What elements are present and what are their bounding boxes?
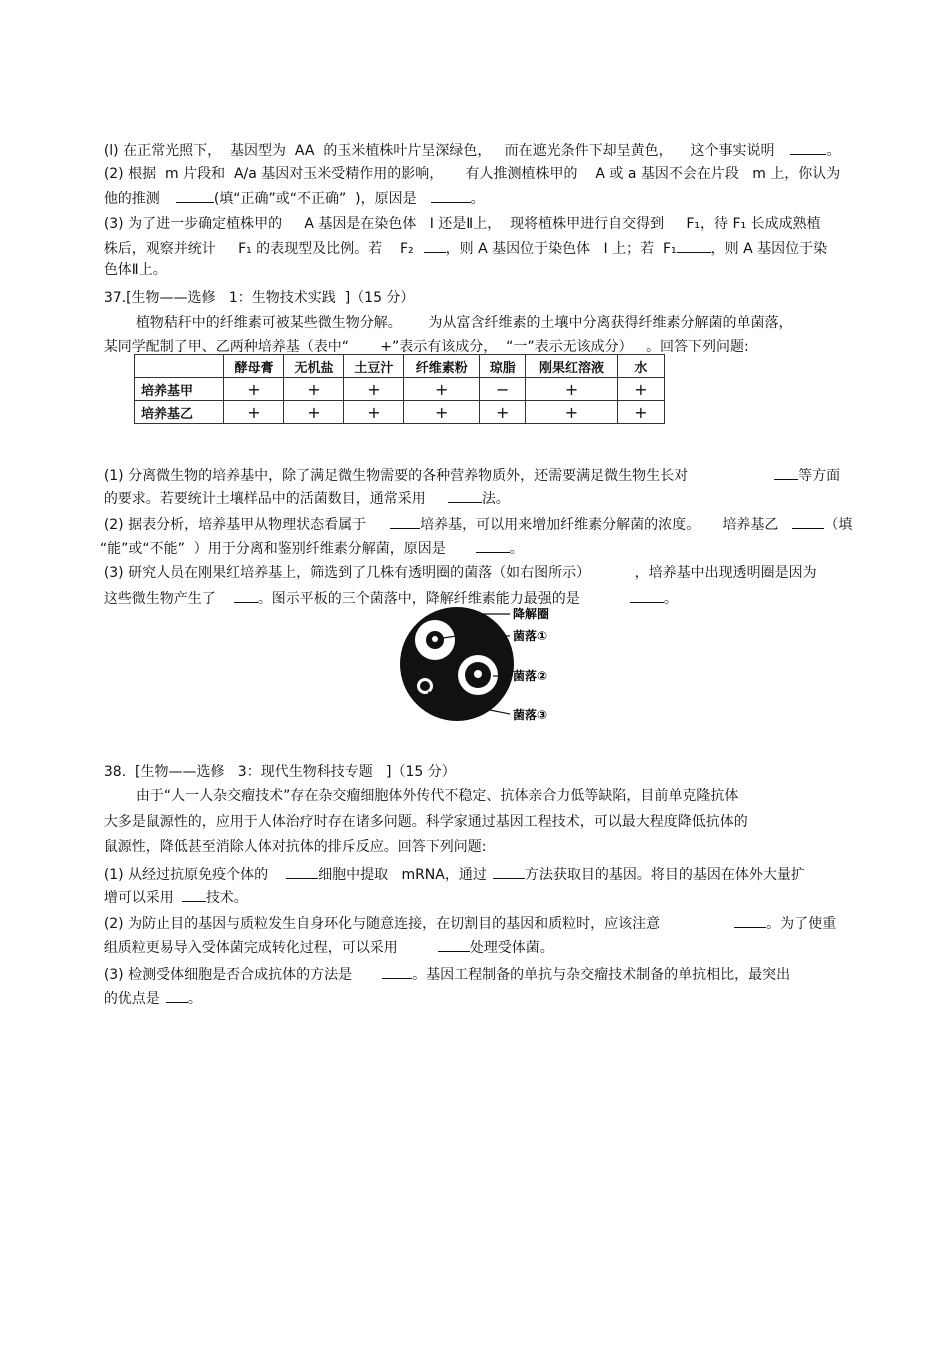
table-row: 培养基乙 + + + + + + + [135, 401, 665, 424]
q36-part3-line2: 株后，观察并统计 F₁ 的表现型及比例。若 F₂ ，则 A 基因位于染色体 Ⅰ 上；若 F₁ ，则 A 基因位于染 [86, 220, 827, 276]
q38-intro-line1: 由于“人一人杂交瘤技术”存在杂交瘤细胞体外传代不稳定、抗体亲合力低等缺陷，目前单克隆抗体 [135, 788, 739, 804]
label-colony-1: 菌落① [513, 629, 548, 643]
q36-part1: (l) 在正常光照下， 基因型为 AA 的玉米植株叶片呈深绿色， 而在遮光条件下却呈黄色， 这个事实说明 。 [86, 122, 840, 178]
colony-3 [420, 681, 430, 691]
q38-intro-line2: 大多是鼠源性的，应用于人体治疗时存在诸多问题。科学家通过基因工程技术，可以最大程度降低抗体的 [103, 814, 748, 830]
q36-part2-line2: 他的推测 (填“正确”或“不正确” )，原因是 。 [86, 170, 485, 226]
q37-part3-line2: 这些微生物产生了 。图示平板的三个菌落中，降解纤维素能力最强的是 。 [86, 570, 678, 626]
q38-part1-line1: (1) 从经过抗原免疫个体的 细胞中提取 mRNA，通过 方法获取目的基因。将目的基因在体外大量扩 [86, 846, 805, 902]
q38-part2-line2: 组质粒更易导入受体菌完成转化过程，可以采用 处理受体菌。 [86, 919, 554, 975]
answer-blank[interactable] [166, 988, 188, 1003]
q37-part2-line2: “能”或“不能” ）用于分离和鉴别纤维素分解菌，原因是 。 [82, 520, 524, 576]
q37-intro-line1: 植物秸秆中的纤维素可被某些微生物分解。 为从富含纤维素的土壤中分离获得纤维素分解菌的单菌落， [135, 315, 793, 331]
q38-part3-line1: (3) 检测受体细胞是否合成抗体的方法是 。基因工程制备的单抗与杂交瘤技术制备的单抗相比，最突出 [86, 946, 790, 1002]
answer-blank[interactable] [424, 238, 446, 253]
q36-part3-line1: (3) 为了进一步确定植株甲的 A 基因是在染色体 Ⅰ 还是Ⅱ上， 现将植株甲进行自交得到 F₁，待 F₁ 长成成熟植 [103, 216, 821, 232]
answer-blank[interactable] [382, 964, 412, 979]
answer-blank[interactable] [630, 588, 664, 603]
table-row: 培养基甲 + + + + − + + [135, 378, 665, 401]
q38-part3-line2: 的优点是 。 [86, 970, 202, 1026]
q37-part1-line2: 的要求。若要统计土壤样品中的活菌数目，通常采用 法。 [86, 470, 510, 526]
q37-header: 37.[生物——选修 1：生物技术实践 ]（15 分） [103, 290, 415, 306]
label-colony-2: 菌落② [513, 669, 548, 683]
table-header-row: 酵母膏 无机盐 土豆汁 纤维素粉 琼脂 刚果红溶液 水 [135, 355, 665, 378]
q36-part3-line3: 色体Ⅱ上。 [103, 262, 167, 278]
culture-plate [400, 607, 514, 721]
q36-part1-text: (l) 在正常光照下， 基因型为 AA 的玉米植株叶片呈深绿色， 而在遮光条件下却呈黄色， 这个事实说明 [103, 143, 775, 159]
q38-part2-line1: (2) 为防止目的基因与质粒发生自身环化与随意连接，在切割目的基因和质粒时，应该注意 。为了使重 [86, 895, 836, 951]
answer-blank[interactable] [774, 465, 798, 480]
label-clear-zone: 降解圈 [513, 607, 550, 621]
q38-intro-line3: 鼠源性，降低甚至消除人体对抗体的排斥反应。回答下列问题: [103, 839, 487, 855]
label-colony-3: 菌落③ [513, 708, 548, 722]
q37-part1-line1: (1) 分离微生物的培养基中，除了满足微生物需要的各种营养物质外，还需要满足微生物生长对 等方面 [86, 447, 840, 503]
answer-blank[interactable] [677, 238, 711, 253]
q36-part2-line1: (2) 根据 m 片段和 A/a 基因对玉米受精作用的影响， 有人推测植株甲的 A 或 a 基因不会在片段 m 上，你认为 [103, 166, 841, 182]
q38-part1-line2: 增可以采用 技术。 [86, 869, 248, 925]
q37-part2-line1: (2) 据表分析，培养基甲从物理状态看属于 培养基，可以用来增加纤维素分解菌的浓度。 培养基乙 （填 [86, 496, 852, 552]
q37-intro-line2: 某同学配制了甲、乙两种培养基（表中“ +”表示有该成分， “一”表示无该成分） 。回答下列问题: [103, 339, 749, 355]
media-composition-table [134, 354, 665, 424]
answer-blank[interactable] [234, 588, 258, 603]
answer-blank[interactable] [286, 864, 318, 879]
petri-dish-figure [380, 600, 580, 730]
answer-blank[interactable] [493, 864, 525, 879]
q37-part3-line1: (3) 研究人员在刚果红培养基上，筛选到了几株有透明圈的菌落（如右图所示） ，培养基中出现透明圈是因为 [103, 565, 817, 581]
answer-blank[interactable] [734, 913, 766, 928]
q38-header: 38. [生物——选修 3：现代生物科技专题 ]（15 分） [103, 764, 456, 780]
answer-blank[interactable] [792, 514, 824, 529]
